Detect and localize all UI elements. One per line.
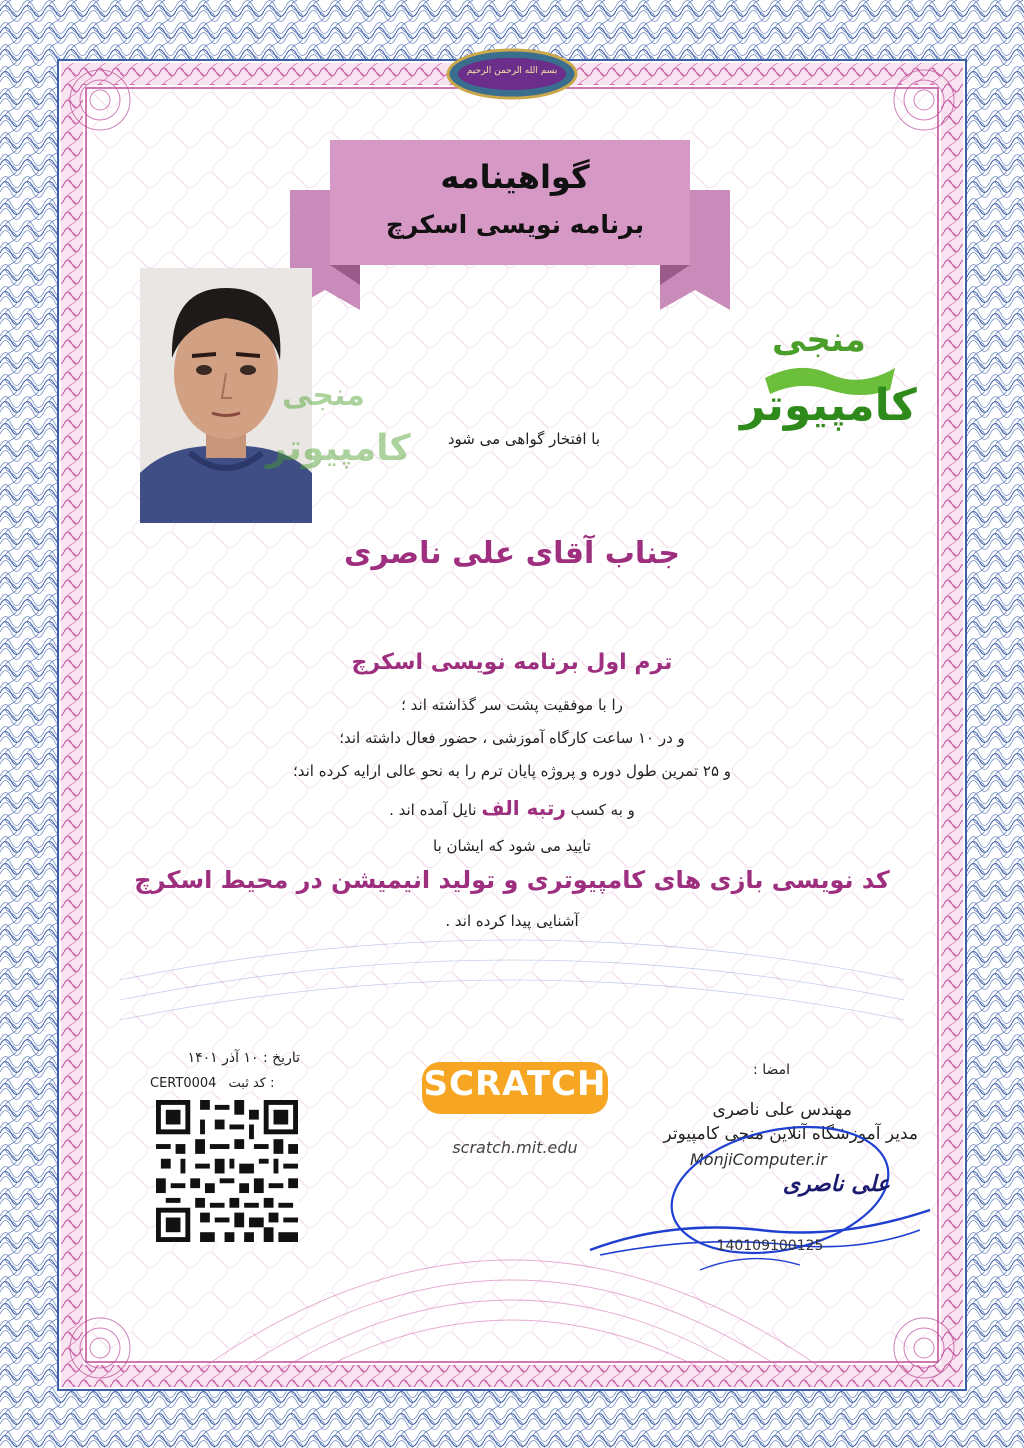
intro-text: با افتخار گواهی می شود <box>447 430 600 448</box>
photo-watermark-line1: منجی <box>282 378 365 413</box>
grade-prefix: و به کسب <box>570 801 635 819</box>
scratch-url[interactable]: scratch.mit.edu <box>452 1138 578 1157</box>
recipient-name: جناب آقای علی ناصری <box>343 536 681 571</box>
line-grade <box>120 796 904 820</box>
certificate-subtitle: برنامه نویسی اسکرچ <box>385 210 645 239</box>
line-exercises: و ۲۵ تمرین طول دوره و پروژه پایان ترم را به نحو عالی ارایه کرده اند؛ <box>292 762 732 780</box>
skill-text: کد نویسی بازی های کامپیوتری و تولید انیمیشن در محیط اسکرچ <box>134 866 890 894</box>
qr-code-icon[interactable] <box>156 1100 298 1242</box>
signature-handwriting: علی ناصری <box>782 1172 890 1197</box>
logo-line2: کامپیوتر <box>740 380 917 431</box>
line-hours: و در ۱۰ ساعت کارگاه آموزشی ، حضور فعال داشته اند؛ <box>339 729 685 747</box>
grade-value: رتبه الف <box>481 796 566 820</box>
signature-number: 140109100125 <box>716 1238 824 1254</box>
line-passed: را با موفقیت پشت سر گذاشته اند ؛ <box>401 696 623 714</box>
registration-code <box>150 1076 310 1091</box>
grade-suffix: نایل آمده اند . <box>389 801 477 819</box>
signer-website[interactable]: MonjiComputer.ir <box>690 1150 827 1169</box>
signature-label: امضا : <box>753 1062 790 1078</box>
signer-position: مدیر آموزشگاه آنلاین منجی کامپیوتر <box>663 1124 918 1144</box>
logo-line1: منجی <box>772 320 866 360</box>
basmala-text: بسم الله الرحمن الرحیم <box>466 66 558 76</box>
registration-code-label: کد ثبت : <box>228 1076 275 1091</box>
line-acquainted: آشنایی پیدا کرده اند . <box>445 912 579 930</box>
line-confirm: تایید می شود که ایشان با <box>433 837 591 855</box>
certificate-title: گواهینامه <box>440 158 590 196</box>
course-name: ترم اول برنامه نویسی اسکرچ <box>351 650 673 675</box>
issue-date: تاریخ : ۱۰ آذر ۱۴۰۱ <box>187 1050 300 1066</box>
scratch-logo-text: SCRATCH <box>423 1064 607 1104</box>
signer-name: مهندس علی ناصری <box>712 1100 852 1120</box>
photo-watermark-line2: کامپیوتر <box>266 428 411 469</box>
registration-code-value: CERT0004 <box>150 1076 217 1091</box>
